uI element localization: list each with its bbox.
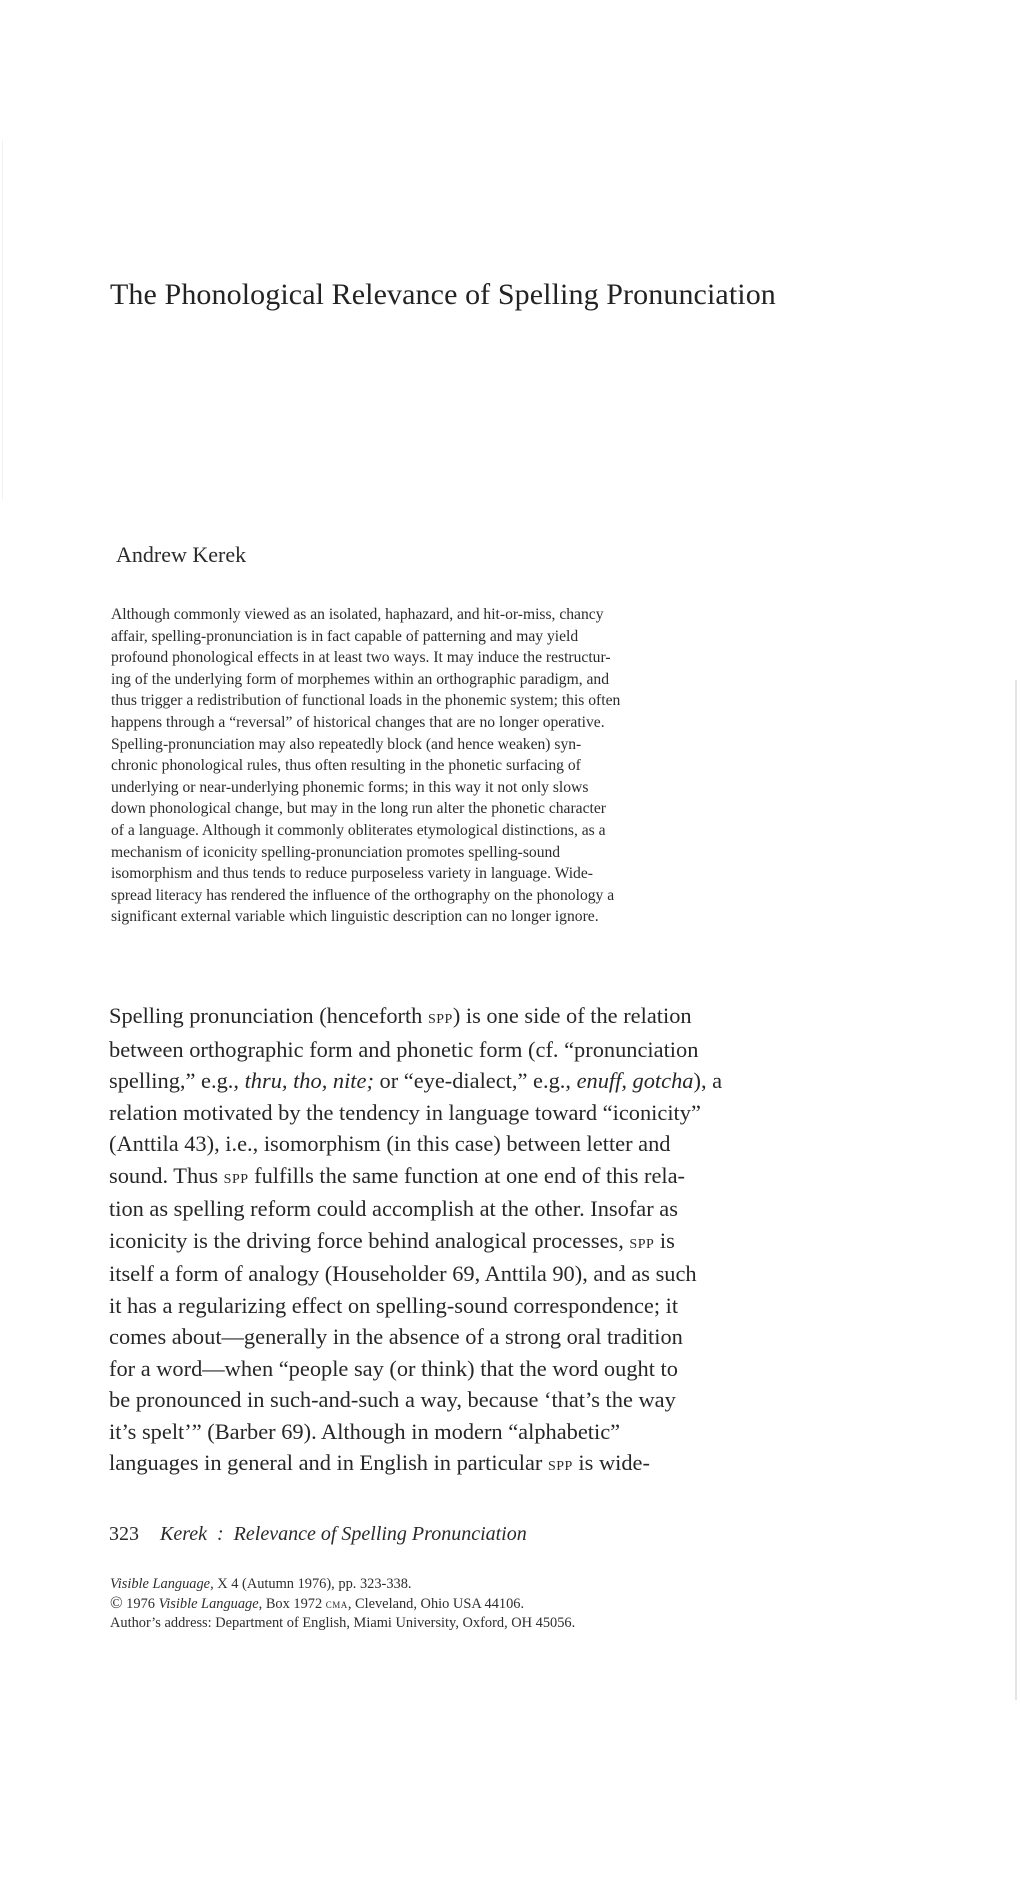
scan-edge-right (1015, 680, 1017, 1700)
author-address: Author’s address: Department of English, Miami University, Oxford, OH 45056. (110, 1614, 576, 1631)
abstract-line: Spelling-pronunciation may also repeatedly block (and hence weaken) syn- (111, 735, 582, 753)
abstract-line: affair, spelling-pronunciation is in fact capable of patterning and may yield (111, 627, 579, 645)
text-run: is (654, 1227, 675, 1253)
citation-block (110, 1575, 575, 1632)
abstract-line: profound phonological effects in at least two ways. It may induce the restructur- (111, 649, 611, 667)
body-line: for a word—when “people say (or think) that the word ought to (109, 1355, 678, 1381)
body-line: comes about—generally in the absence of a strong oral tradition (109, 1324, 683, 1349)
italic-examples: thru, tho, nite; (244, 1068, 374, 1093)
text-run: , Cleveland, Ohio USA 44106. (347, 1595, 525, 1612)
body-line: tion as spelling reform could accomplish at the other. Insofar as (109, 1196, 678, 1221)
abstract-line: Although commonly viewed as an isolated, haphazard, and hit-or-miss, chancy (111, 606, 604, 623)
abstract-line: of a language. Although it commonly obliterates etymological distinctions, as a (111, 821, 606, 839)
text-run: or “eye-dialect,” e.g., (373, 1068, 577, 1093)
copyright-icon: © (110, 1592, 123, 1612)
abbreviation-cma: cma (325, 1595, 348, 1611)
text-run: is wide- (572, 1450, 650, 1475)
running-footer (109, 1521, 527, 1547)
text-run: ) is one side of the relation (452, 1003, 692, 1028)
scan-edge-left (2, 140, 3, 500)
body-line: it has a regularizing effect on spelling-sound correspondence; it (109, 1292, 679, 1318)
text-run: languages in general and in English in particular (109, 1450, 548, 1475)
body-line: itself a form of analogy (Householder 69, Anttila 90), and as such (109, 1261, 697, 1286)
text-run: sound. Thus (109, 1162, 224, 1188)
copyright-line (110, 1594, 575, 1614)
body-paragraph (109, 1000, 889, 1481)
journal-name: Visible Language (158, 1595, 259, 1612)
abbreviation-spp: spp (629, 1230, 655, 1253)
abstract-line: thus trigger a redistribution of functional loads in the phonemic system; this often (111, 692, 621, 710)
running-title: Kerek : Relevance of Spelling Pronunciation (160, 1523, 527, 1545)
body-line: be pronounced in such-and-such a way, because ‘that’s the way (109, 1387, 676, 1412)
italic-examples: enuff, gotcha (576, 1068, 694, 1093)
body-line (109, 1160, 889, 1194)
body-line (109, 1065, 889, 1097)
abstract-line: underlying or near-underlying phonemic forms; in this way it not only slows (111, 778, 589, 796)
abstract (111, 604, 871, 928)
abbreviation-spp: spp (427, 1006, 453, 1028)
abstract-line: spread literacy has rendered the influence of the orthography on the phonology a (111, 886, 615, 904)
body-line: between orthographic form and phonetic form (cf. “pronunciation (109, 1036, 699, 1062)
text-run: iconicity is the driving force behind analogical processes, (109, 1227, 630, 1253)
text-run: fulfills the same function at one end of this rela- (248, 1162, 686, 1188)
abstract-line: chronic phonological rules, thus often resulting in the phonetic surfacing of (111, 757, 581, 775)
text-run: spelling,” e.g., (109, 1068, 245, 1093)
abstract-line: happens through a “reversal” of historical changes that are no longer operative. (111, 713, 605, 731)
page-number: 323 (109, 1523, 139, 1545)
journal-name: Visible Language (110, 1576, 211, 1592)
abstract-line: mechanism of iconicity spelling-pronunciation promotes spelling-sound (111, 843, 561, 861)
author-name: Andrew Kerek (116, 542, 247, 567)
article-title: The Phonological Relevance of Spelling Pronunciation (110, 278, 776, 311)
copyright-year: 1976 (122, 1595, 159, 1612)
body-line: relation motivated by the tendency in language toward “iconicity” (109, 1099, 701, 1125)
issue-details: , X 4 (Autumn 1976), pp. 323-338. (210, 1576, 412, 1592)
body-line: (Anttila 43), i.e., isomorphism (in this case) between letter and (109, 1131, 671, 1156)
text-run: Spelling pronunciation (henceforth (109, 1003, 428, 1028)
abbreviation-spp: spp (547, 1453, 573, 1475)
abstract-line: down phonological change, but may in the long run alter the phonetic character (111, 800, 606, 818)
text-run: ), a (693, 1068, 723, 1093)
abstract-line: isomorphism and thus tends to reduce purposeless variety in language. Wide- (111, 865, 593, 883)
body-line (109, 1000, 889, 1034)
abstract-line: ing of the underlying form of morphemes within an orthographic paradigm, and (111, 670, 610, 688)
body-line: it’s spelt’” (Barber 69). Although in modern “alphabetic” (109, 1418, 621, 1444)
abbreviation-spp: spp (223, 1165, 249, 1188)
body-line (109, 1225, 889, 1259)
body-line (109, 1447, 889, 1481)
abstract-line: significant external variable which linguistic description can no longer ignore. (111, 908, 599, 926)
citation-line (110, 1575, 575, 1594)
text-run: , Box 1972 (258, 1595, 326, 1612)
